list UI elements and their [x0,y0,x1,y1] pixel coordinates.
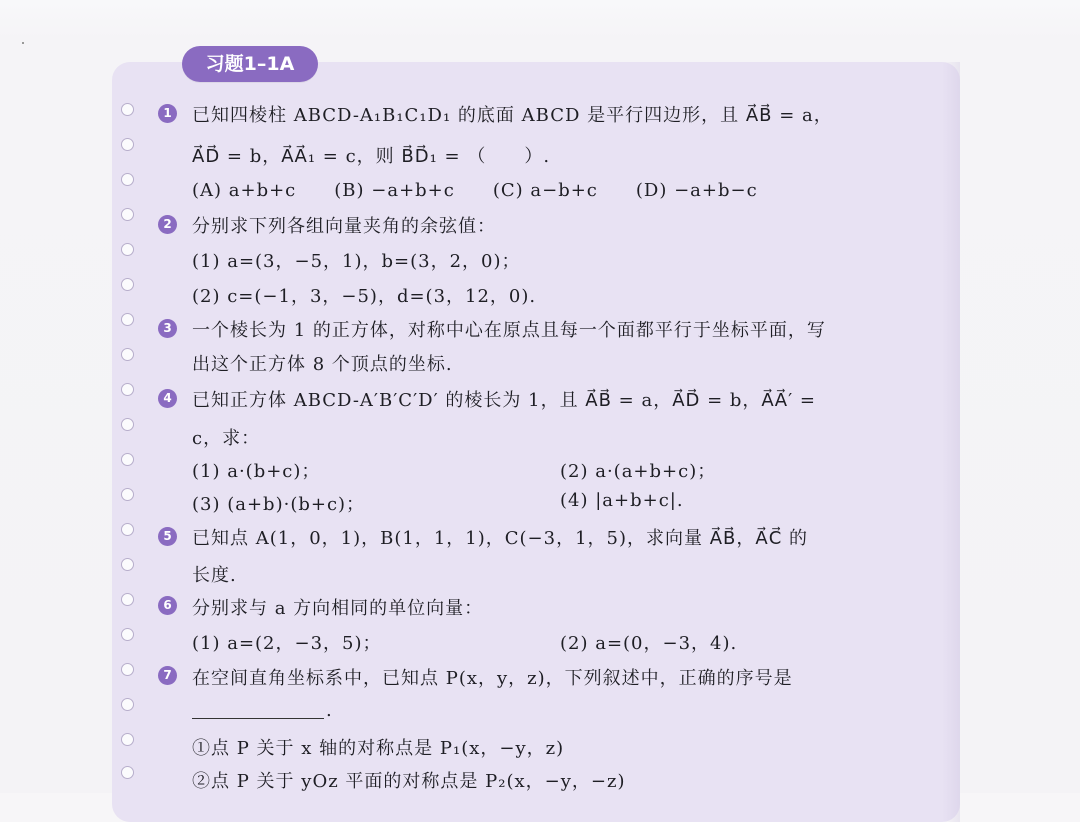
binder-ring [121,383,134,396]
problem-6-part-1: (1) a=(2，−3，5)； [192,633,382,654]
binder-ring [121,418,134,431]
problem-1-options: (A) a+b+c (B) −a+b+c (C) a−b+c (D) −a+b−c [192,180,758,201]
binder-ring [121,766,134,779]
binder-ring [121,523,134,536]
binder-ring [121,488,134,501]
answer-blank [192,718,324,719]
problem-7-stem: 在空间直角坐标系中，已知点 P(x，y，z)，下列叙述中，正确的序号是 [192,668,793,689]
binder-ring [121,663,134,676]
binder-ring [121,138,134,151]
problem-5-line-1: 已知点 A(1，0，1)，B(1，1，1)，C(−3，1，5)，求向量 A⃗B⃗，A⃗C⃗ 的 [192,528,808,549]
binder-ring [121,453,134,466]
problem-number-badge: 6 [158,596,177,615]
binder-ring [121,103,134,116]
problem-4-part-1: (1) a·(b+c)； [192,461,321,482]
problem-number-badge: 4 [158,389,177,408]
section-tag: 习题1–1A [182,46,318,82]
problem-7-statement-2: ②点 P 关于 yOz 平面的对称点是 P₂(x，−y，−z) [192,771,626,792]
page-speck [22,42,24,44]
binder-ring [121,733,134,746]
binder-ring [121,173,134,186]
problem-number-badge: 1 [158,104,177,123]
problem-1-line-1: 已知四棱柱 ABCD-A₁B₁C₁D₁ 的底面 ABCD 是平行四边形，且 A⃗B⃗ = a， [192,105,833,126]
problem-number-badge: 7 [158,666,177,685]
problem-4-part-2: (2) a·(a+b+c)； [560,461,717,482]
problem-5-line-2: 长度. [192,565,237,586]
binder-ring [121,278,134,291]
binder-ring [121,593,134,606]
problem-2-part-2: (2) c=(−1，3，−5)，d=(3，12，0). [192,286,537,307]
problem-number-badge: 3 [158,319,177,338]
problem-2-part-1: (1) a=(3，−5，1)，b=(3，2，0)； [192,251,521,272]
problem-number-badge: 5 [158,527,177,546]
problem-number-badge: 2 [158,215,177,234]
problem-3-line-2: 出这个正方体 8 个顶点的坐标. [192,354,453,375]
binder-ring [121,243,134,256]
problem-2-stem: 分别求下列各组向量夹角的余弦值： [192,216,496,237]
binder-ring [121,313,134,326]
binder-ring [121,698,134,711]
binder-ring [121,628,134,641]
answer-blank-period: . [326,700,333,721]
problem-4-part-3: (3) (a+b)·(b+c)； [192,494,366,515]
binder-ring [121,208,134,221]
problem-6-stem: 分别求与 a 方向相同的单位向量： [192,598,484,619]
binder-ring [121,348,134,361]
problem-6-part-2: (2) a=(0，−3，4). [560,633,738,654]
binder-ring [121,558,134,571]
problem-4-line-1: 已知正方体 ABCD-A′B′C′D′ 的棱长为 1，且 A⃗B⃗ = a，A⃗D⃗ = b，A⃗A⃗′ = [192,390,816,411]
problem-4-part-4: (4) |a+b+c|. [560,490,684,511]
problem-3-line-1: 一个棱长为 1 的正方体，对称中心在原点且每一个面都平行于坐标平面，写 [192,320,826,341]
problem-7-statement-1: ①点 P 关于 x 轴的对称点是 P₁(x，−y，z) [192,738,565,759]
problem-4-line-2: c，求： [192,428,261,449]
problem-1-line-2: A⃗D⃗ = b，A⃗A⃗₁ = c，则 B⃗D⃗₁ = （ ）. [192,146,551,167]
